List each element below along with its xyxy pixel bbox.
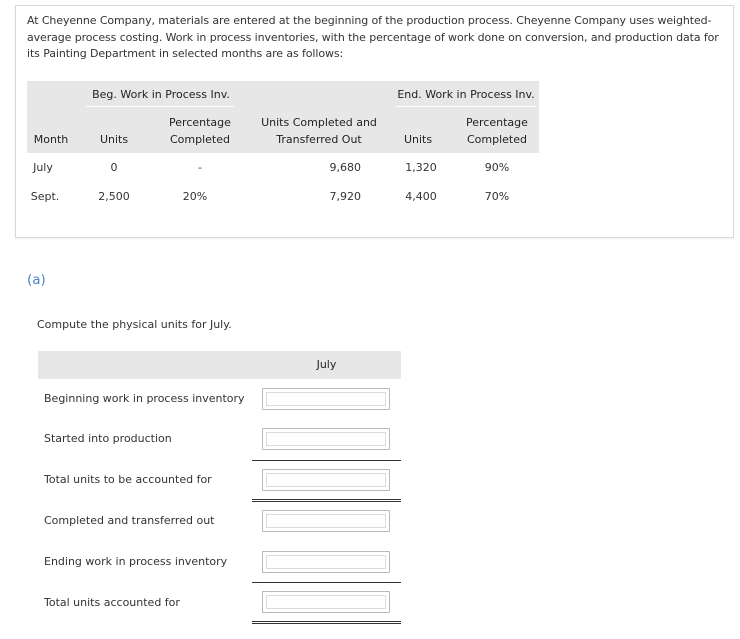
col-header-end-units: Units — [403, 133, 433, 146]
table-row-july-completed: 9,680 — [329, 161, 361, 174]
table-row-july-beg-units: 0 — [110, 161, 118, 174]
answer-label-column-bg — [38, 351, 252, 379]
col-header-beg-pct-line1: Percentage — [169, 116, 231, 129]
row-label-total-to-account-for: Total units to be accounted for — [44, 473, 212, 486]
beg-wip-group-header: Beg. Work in Process Inv. — [92, 88, 230, 101]
started-into-production-input[interactable] — [262, 428, 390, 450]
subtotal-rule-1 — [252, 460, 401, 461]
col-header-beg-pct-line2: Completed — [170, 133, 230, 146]
table-row-july-end-pct: 90% — [484, 161, 510, 174]
row-label-total-accounted-for: Total units accounted for — [44, 596, 180, 609]
problem-statement: At Cheyenne Company, materials are entered at the beginning of the production process. Cheyenne Company uses weighted-average process costing. Work in process inventories, with the percentage of work done on conversion, and production data for its Painting Department in selected months are as follows: — [27, 14, 719, 60]
ending-wip-input-inner — [266, 555, 386, 569]
col-header-month: Month — [33, 133, 69, 146]
col-header-completed-line2: Transferred Out — [276, 133, 362, 146]
completed-transferred-out-input[interactable] — [262, 510, 390, 532]
col-header-end-pct-line1: Percentage — [466, 116, 528, 129]
end-wip-group-header: End. Work in Process Inv. — [397, 88, 535, 101]
beg-group-underline — [86, 106, 234, 107]
table-row-sept-completed: 7,920 — [329, 190, 361, 203]
completed-transferred-out-input-inner — [266, 514, 386, 528]
beginning-wip-input[interactable] — [262, 388, 390, 410]
col-header-end-pct-line2: Completed — [467, 133, 527, 146]
table-row-july-beg-pct: - — [198, 161, 202, 174]
answer-column-header-text: July — [316, 358, 337, 371]
subtotal-rule-2 — [252, 582, 401, 583]
total-accounted-for-input[interactable] — [262, 591, 390, 613]
col-header-beg-units: Units — [99, 133, 129, 146]
beginning-wip-input-inner — [266, 392, 386, 406]
table-row-sept-month: Sept. — [30, 190, 60, 203]
table-row-sept-end-units: 4,400 — [405, 190, 437, 203]
table-row-sept-beg-units: 2,500 — [98, 190, 130, 203]
row-label-completed-transferred-out: Completed and transferred out — [44, 514, 215, 527]
row-label-started-into-production: Started into production — [44, 432, 172, 445]
total-rule-1 — [252, 499, 401, 502]
row-label-ending-wip: Ending work in process inventory — [44, 555, 228, 568]
question-prompt: Compute the physical units for July. — [37, 318, 232, 331]
table-row-sept-end-pct: 70% — [484, 190, 510, 203]
table-row-july-end-units: 1,320 — [405, 161, 437, 174]
total-rule-2 — [252, 621, 401, 624]
started-into-production-input-inner — [266, 432, 386, 446]
total-to-account-for-input-inner — [266, 473, 386, 487]
part-a-label: (a) — [27, 272, 46, 288]
answer-column-header — [252, 351, 401, 379]
row-label-beginning-wip: Beginning work in process inventory — [44, 392, 245, 405]
ending-wip-input[interactable] — [262, 551, 390, 573]
table-row-july-month: July — [33, 161, 53, 174]
table-row-sept-beg-pct: 20% — [182, 190, 208, 203]
end-group-underline — [396, 106, 536, 107]
col-header-completed-line1: Units Completed and — [261, 116, 377, 129]
total-to-account-for-input[interactable] — [262, 469, 390, 491]
total-accounted-for-input-inner — [266, 595, 386, 609]
